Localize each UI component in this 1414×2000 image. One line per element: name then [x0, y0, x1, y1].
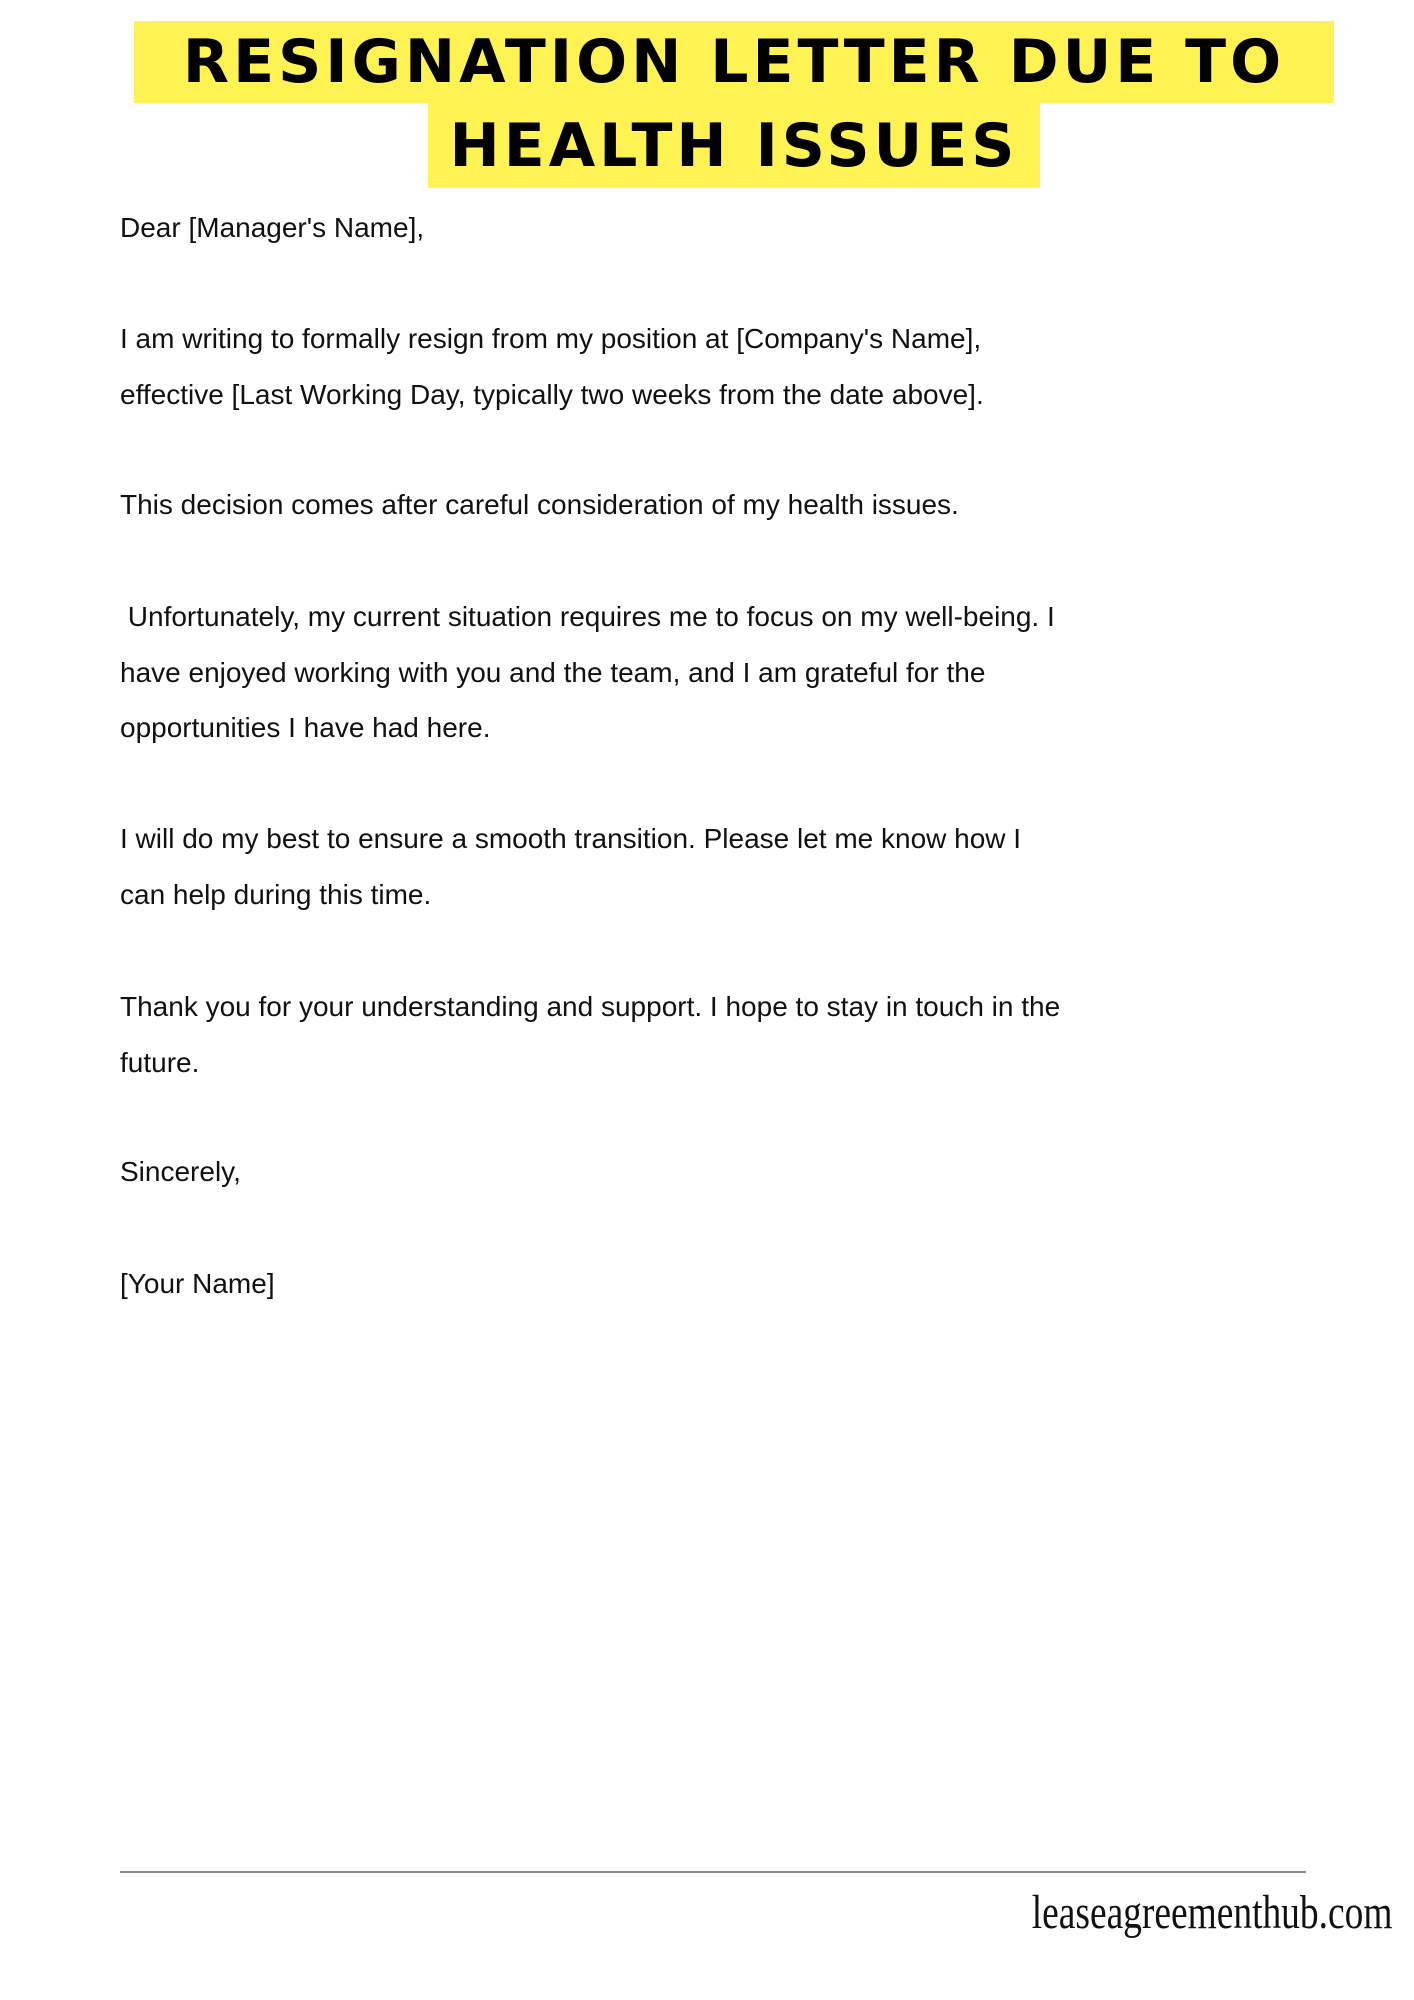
text-line: This decision comes after careful consideration of my health issues. — [120, 489, 959, 520]
text-line: opportunities I have had here. — [120, 712, 491, 743]
footer-divider — [120, 1871, 1306, 1873]
text-line: Thank you for your understanding and support. I hope to stay in touch in the — [120, 991, 1061, 1022]
signature: [Your Name] — [120, 1268, 275, 1299]
salutation: Dear [Manager's Name], — [120, 212, 425, 243]
closing: Sincerely, — [120, 1156, 241, 1187]
paragraph-1 — [120, 311, 1360, 422]
text-line: effective [Last Working Day, typically two weeks from the date above]. — [120, 378, 984, 410]
footer-website: leaseagreementhub.com — [1031, 1886, 1392, 1939]
title-line-1: RESIGNATION LETTER DUE TO — [134, 21, 1334, 103]
text-line: have enjoyed working with you and the team, and I am grateful for the — [120, 656, 986, 688]
text-line: can help during this time. — [120, 878, 432, 910]
paragraph-4 — [120, 811, 1360, 922]
text-line: Unfortunately, my current situation requires me to focus on my well-being. I — [120, 601, 1055, 632]
paragraph-2 — [120, 477, 1360, 533]
text-line: future. — [120, 1046, 200, 1078]
paragraph-3 — [120, 589, 1360, 756]
paragraph-5 — [120, 979, 1360, 1090]
text-line: I am writing to formally resign from my position at [Company's Name], — [120, 323, 982, 354]
title-line-2: HEALTH ISSUES — [428, 103, 1040, 188]
text-line: I will do my best to ensure a smooth transition. Please let me know how I — [120, 823, 1022, 854]
